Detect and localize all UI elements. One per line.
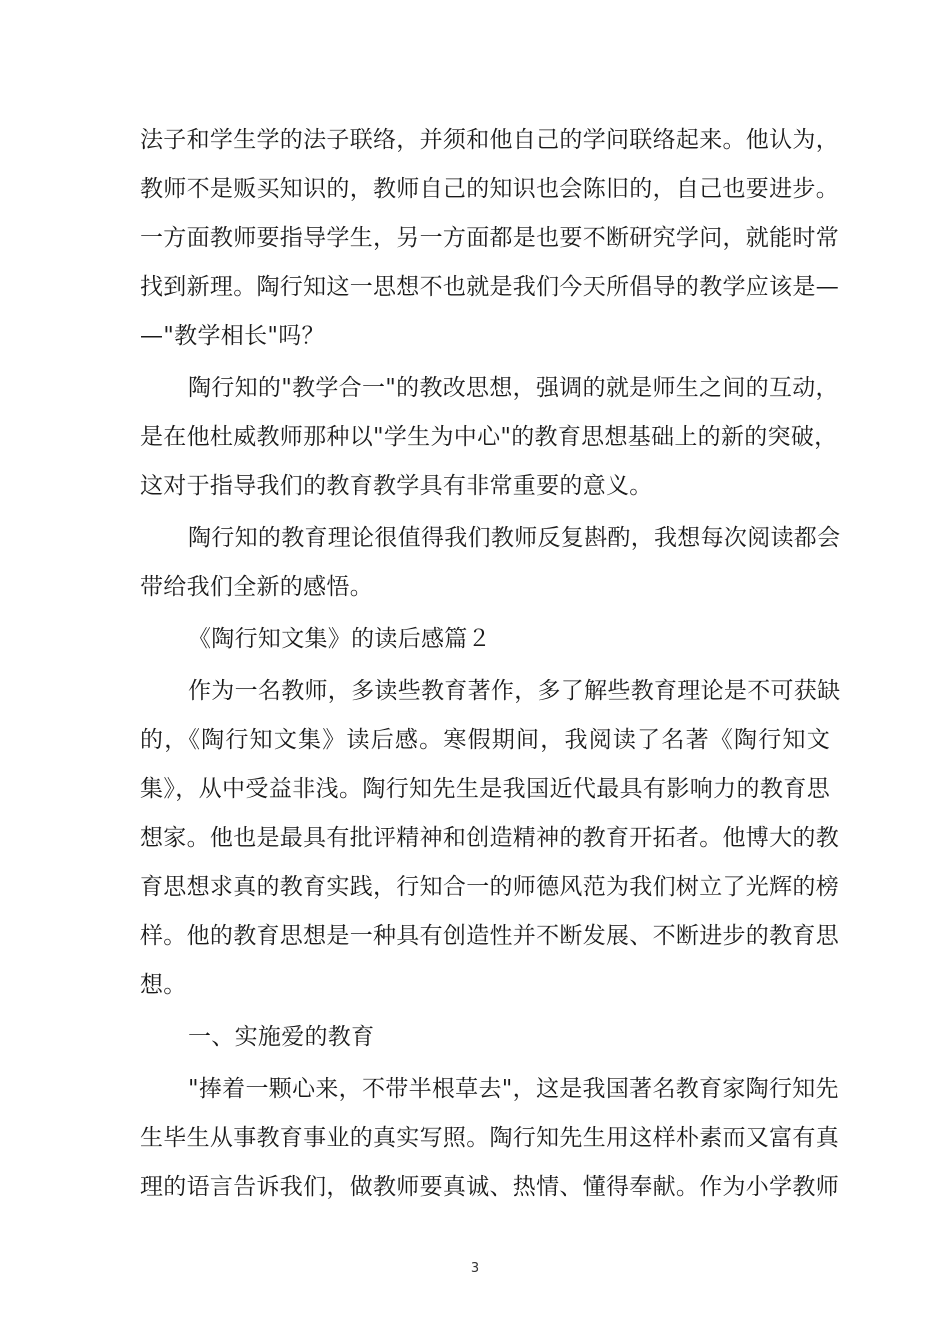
section-heading: 《陶行知文集》的读后感篇２ [188, 626, 491, 652]
text-line: 生毕生从事教育事业的真实写照。陶行知先生用这样朴素而又富有真 [140, 1125, 839, 1151]
text-line: 找到新理。陶行知这一思想不也就是我们今天所倡导的教学应该是— [140, 274, 839, 300]
text-line: 这对于指导我们的教育教学具有非常重要的意义。 [140, 473, 653, 499]
text-line: 样。他的教育思想是一种具有创造性并不断发展、不断进步的教育思 [140, 923, 839, 949]
page-number: 3 [470, 1261, 480, 1276]
subsection-heading: 一、实施爱的教育 [188, 1024, 375, 1050]
text-line: 带给我们全新的感悟。 [140, 574, 373, 600]
text-line: 的，《陶行知文集》读后感。寒假期间，我阅读了名著《陶行知文 [140, 727, 830, 753]
text-line: 育思想求真的教育实践，行知合一的师德风范为我们树立了光辉的榜 [140, 874, 839, 900]
text-line: 一方面教师要指导学生，另一方面都是也要不断研究学问，就能时常 [140, 225, 839, 251]
text-line: 想家。他也是最具有批评精神和创造精神的教育开拓者。他博大的教 [140, 825, 839, 851]
paragraph-first-line: "捧着一颗心来，不带半根草去"，这是我国著名教育家陶行知先 [188, 1076, 839, 1102]
text-line: 法子和学生学的法子联络，并须和他自己的学问联络起来。他认为， [140, 127, 839, 153]
text-line: 想。 [140, 972, 187, 998]
paragraph-first-line: 陶行知的教育理论很值得我们教师反复斟酌，我想每次阅读都会 [188, 525, 841, 551]
text-line: —"教学相长"吗？ [140, 323, 325, 349]
paragraph-first-line: 作为一名教师，多读些教育著作，多了解些教育理论是不可获缺 [188, 678, 841, 704]
text-line: 理的语言告诉我们，做教师要真诚、热情、懂得奉献。作为小学教师 [140, 1174, 839, 1200]
text-line: 集》，从中受益非浅。陶行知先生是我国近代最具有影响力的教育思 [140, 776, 830, 802]
text-line: 教师不是贩买知识的，教师自己的知识也会陈旧的，自己也要进步。 [140, 176, 839, 202]
paragraph-first-line: 陶行知的"教学合一"的教改思想，强调的就是师生之间的互动， [188, 375, 839, 401]
text-line: 是在他杜威教师那种以"学生为中心"的教育思想基础上的新的突破， [140, 424, 838, 450]
